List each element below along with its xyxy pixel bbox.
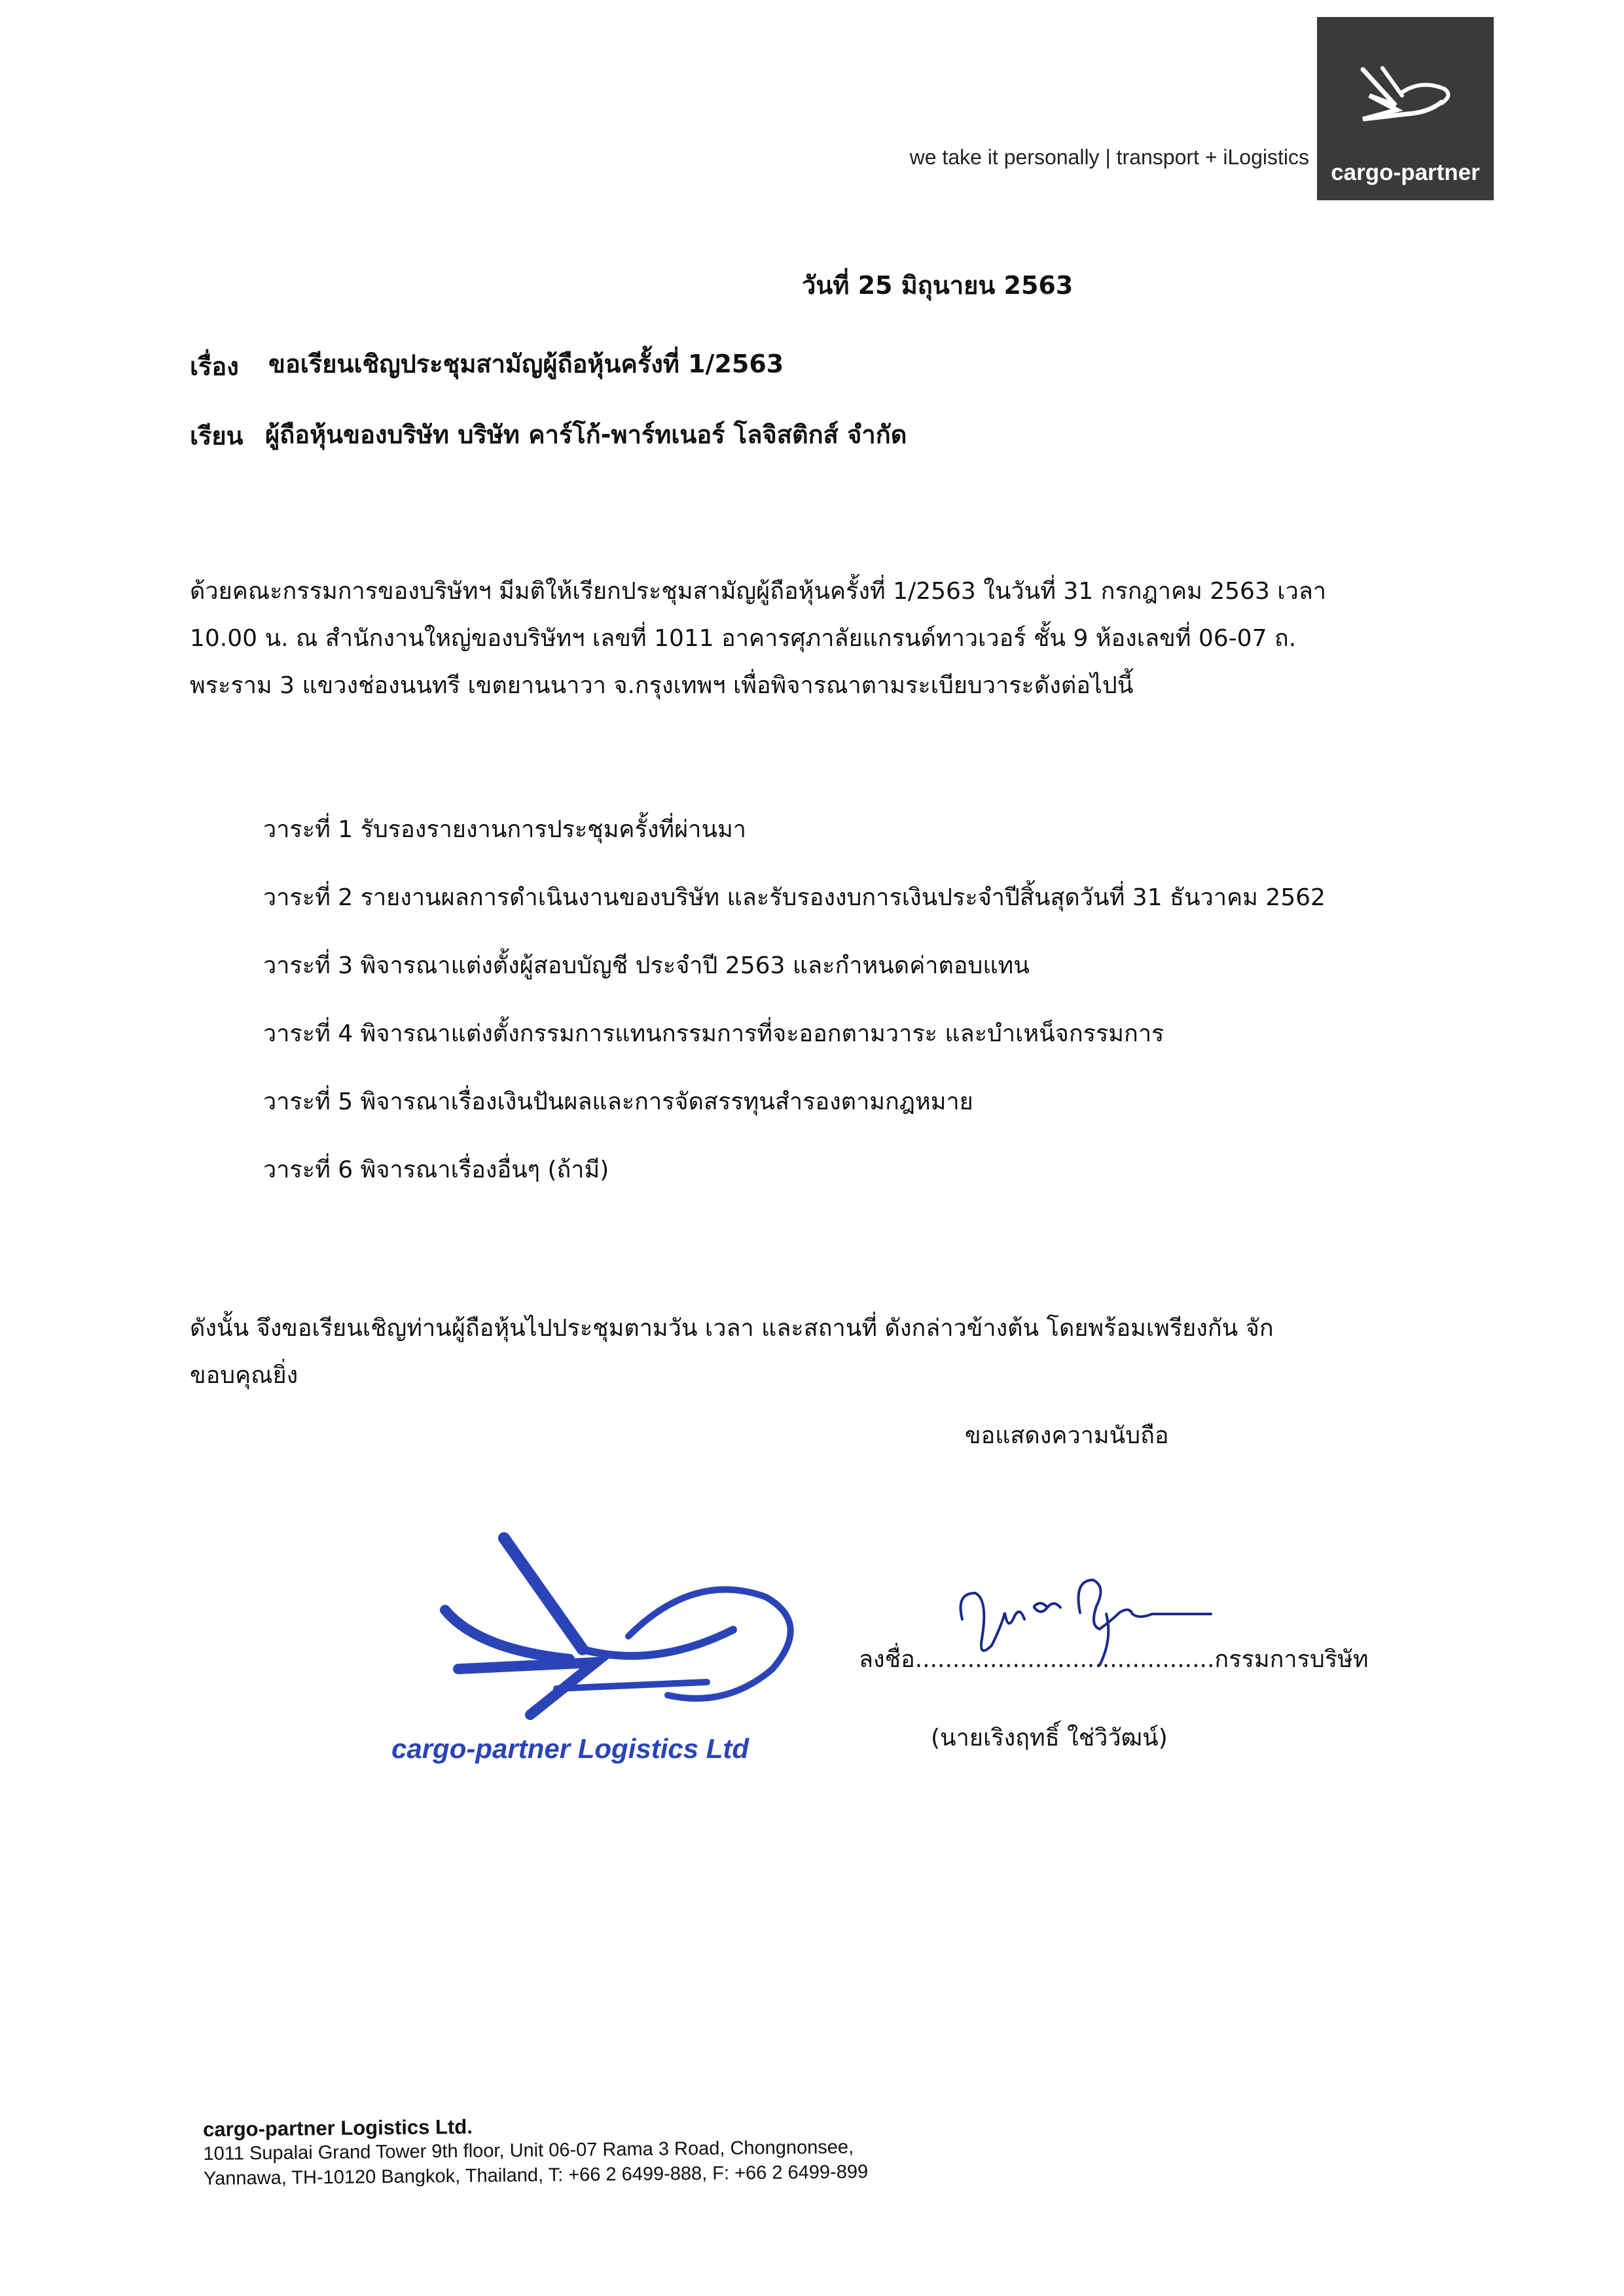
recipient-label: เรียน bbox=[190, 422, 244, 450]
regards-text: ขอแสดงความนับถือ bbox=[965, 1422, 1169, 1449]
footer-address-line: 1011 Supalai Grand Tower 9th floor, Unit 06-07 Rama 3 Road, Chongnonsee, bbox=[203, 2136, 854, 2164]
intro-line: พระราม 3 แขวงช่องนนทรี เขตยานนาวา จ.กรุงเทพฯ เพื่อพิจารณาตามระเบียบวาระดังต่อไปนี้ bbox=[190, 672, 1134, 699]
footer-address bbox=[203, 2111, 868, 2191]
brand-name: cargo-partner bbox=[1331, 160, 1480, 185]
signer-name: (นายเริงฤทธิ์ ใช่วิวัฒน์) bbox=[931, 1725, 1168, 1751]
agenda-item: วาระที่ 1 รับรองรายงานการประชุมครั้งที่ผ่านมา bbox=[263, 816, 747, 843]
recipient-text: ผู้ถือหุ้นของบริษัท บริษัท คาร์โก้-พาร์ทเนอร์ โลจิสติกส์ จำกัด bbox=[265, 420, 907, 449]
company-tagline: we take it personally | transport + iLogistics bbox=[909, 145, 1309, 169]
agenda-list bbox=[263, 810, 1326, 1219]
agenda-item: วาระที่ 5 พิจารณาเรื่องเงินปันผลและการจัดสรรทุนสำรองตามกฎหมาย bbox=[263, 1088, 973, 1115]
footer-company-name: cargo-partner Logistics Ltd. bbox=[203, 2115, 473, 2141]
bird-logo-icon bbox=[1356, 56, 1454, 148]
stamp-company-name: cargo-partner Logistics Ltd bbox=[391, 1733, 749, 1764]
agenda-item: วาระที่ 2 รายงานผลการดำเนินงานของบริษัท และรับรองงบการเงินประจำปีสิ้นสุดวันที่ 31 ธันวาคม 2562 bbox=[263, 884, 1326, 911]
closing-line: ดังนั้น จึงขอเรียนเชิญท่านผู้ถือหุ้นไปประชุมตามวัน เวลา และสถานที่ ดังกล่าวข้างต้น โดยพร้อมเพรียงกัน จัก bbox=[190, 1315, 1274, 1342]
signature-line: ลงชื่อ........................................กรรมการบริษัท bbox=[859, 1646, 1369, 1673]
footer-address-line: Yannawa, TH-10120 Bangkok, Thailand, T: +66 2 6499-888, F: +66 2 6499-899 bbox=[203, 2161, 869, 2189]
subject-text: ขอเรียนเชิญประชุมสามัญผู้ถือหุ้นครั้งที่ 1/2563 bbox=[268, 350, 784, 378]
agenda-item: วาระที่ 3 พิจารณาแต่งตั้งผู้สอบบัญชี ประจำปี 2563 และกำหนดค่าตอบแทน bbox=[263, 952, 1030, 979]
agenda-item: วาระที่ 4 พิจารณาแต่งตั้งกรรมการแทนกรรมการที่จะออกตามวาระ และบำเหน็จกรรมการ bbox=[263, 1020, 1164, 1047]
intro-paragraph bbox=[190, 568, 1447, 709]
subject-label: เรื่อง bbox=[190, 352, 239, 381]
closing-paragraph bbox=[190, 1305, 1434, 1399]
agenda-item: วาระที่ 6 พิจารณาเรื่องอื่นๆ (ถ้ามี) bbox=[263, 1157, 609, 1183]
intro-line: ด้วยคณะกรรมการของบริษัทฯ มีมติให้เรียกประชุมสามัญผู้ถือหุ้นครั้งที่ 1/2563 ในวันที่ 31 กรกฎาคม 2563 เวลา bbox=[190, 578, 1327, 605]
letter-date: วันที่ 25 มิถุนายน 2563 bbox=[802, 271, 1074, 300]
brand-logo-box bbox=[1317, 17, 1494, 200]
closing-line: ขอบคุณยิ่ง bbox=[190, 1362, 298, 1389]
intro-line: 10.00 น. ณ สำนักงานใหญ่ของบริษัทฯ เลขที่ 1011 อาคารศุภาลัยแกรนด์ทาวเวอร์ ชั้น 9 ห้องเลขที่ 06-07 ถ. bbox=[190, 625, 1297, 652]
